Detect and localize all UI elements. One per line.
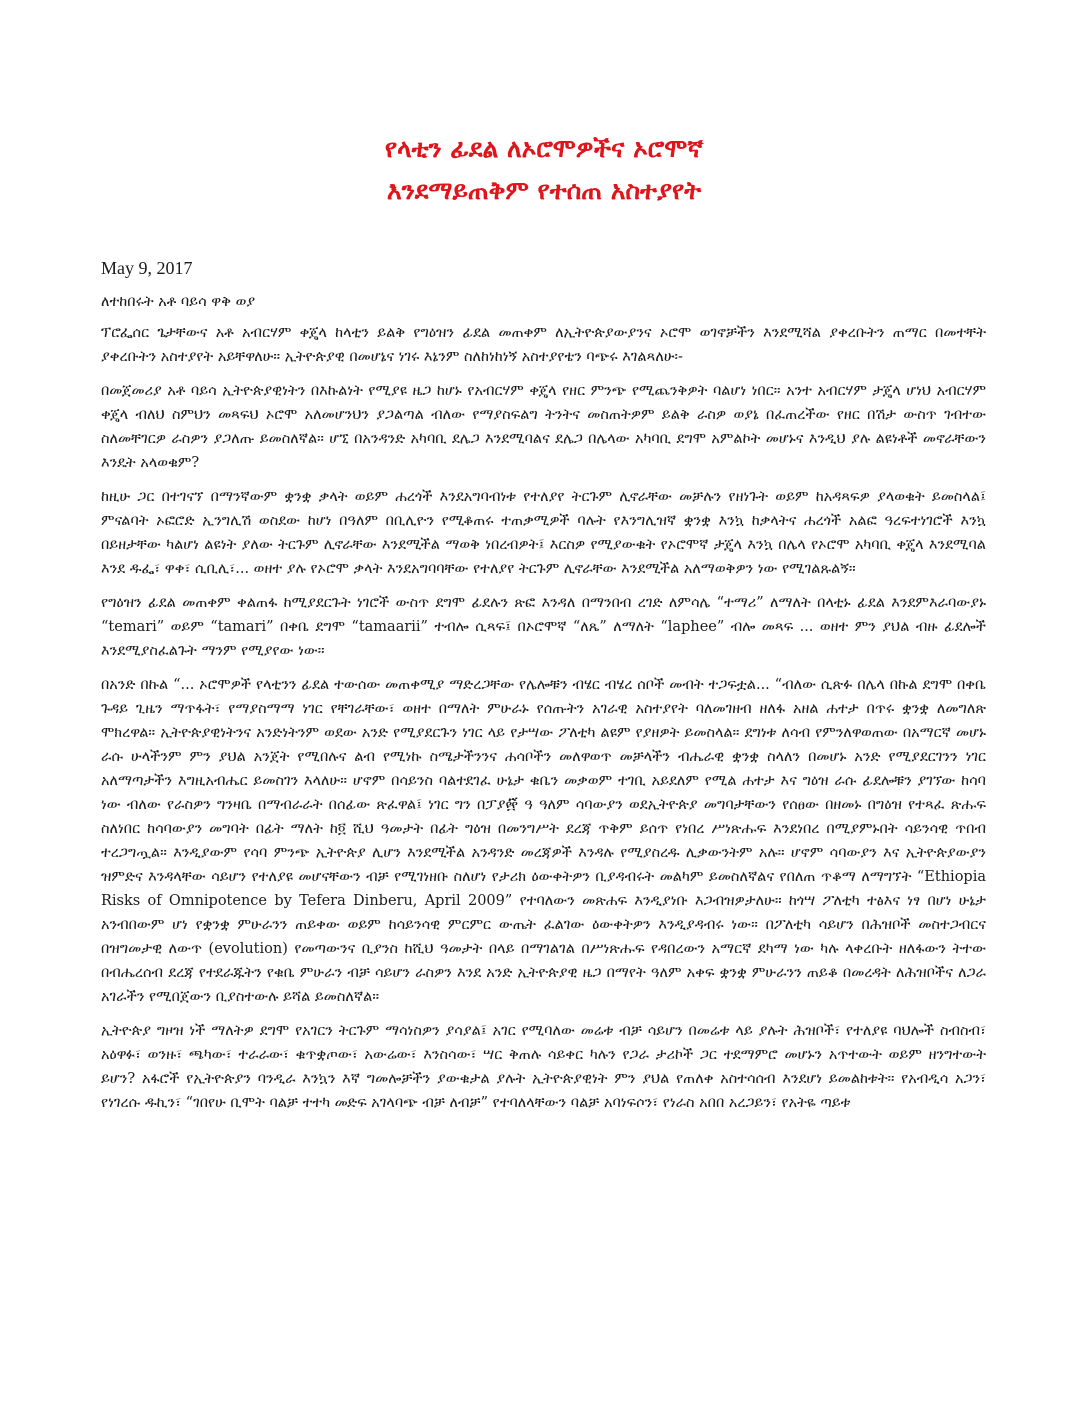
body-paragraph-1: ፕሮፌሰር ጌታቸውና አቶ አብርሃም ቀጄላ ከላቲን ይልቅ የግዕዝን ፊደል መጠቀም ለኢትዮጵያውያንና ኦሮሞ ወገኖቻችን እንደሚሻል ያቀረቡትን ጠማር በመተቸት ያቀረቡትን አስተያየት አይቸዋለሁ። ኢትዮጵያዊ በመሆኔና ነገሩ እኔንም ስለከነከነኝ አስተያየቴን ባጭሩ እገልጻለሁ፡- bbox=[101, 325, 986, 365]
body-paragraph-5: በአንድ በኩል “... ኦሮሞዎች የላቲንን ፊደል ተውሰው መጠቀሚያ ማድረጋቸው የሌሎቹን ብሄር ብሄረ ሰቦች መብት ተጋፍቷል... “ብለው ሲጽፉ በሌላ በኩል ደግሞ በቀቤ ጉዳይ ጊዜን ማጥፋት፣ የማያስማማ ነገር የቸገራቸው፣ ወዘተ በማለት ምሁራኑ የሰጡትን አገራዊ አስተያየት ባለመገዘብ ዘለፋ አዘል ሐተታ በጥሩ ቋንቋ ለመግለጽ ሞክረዋል። ኢትዮጵያዊነትንና አንድነትንም ወደው አንድ የሚያደርጉን ነገር ላይ የታሣው ፖለቲካ ልዩም የያዘዎት ይመስላል። ደግነቱ ለሳብ የምንለዋወጠው በአማርኛ መሆኑ ራሱ ሁላችንም ምን ያህል አንጀት የሚበሉና ልብ የሚነኩ ስሜታችንንና ሐሳቦችን መለዋወጥ መቻላችን ብሔራዊ ቋንቋ ስላለን በመሆኑ አንድ የሚያደርገንን ነገር አለማጣታችን እግዚአብሔር ይመስገን እላለሁ። ሆኖም በሳይንስ ባልተደገፈ ሁኔታ ቁቤን መቃወም ተገቢ አይደለም የሚል ሐተታ እና ግዕዝ ራሱ ፊደሎቹን ያገኘው ከሳባ ነው ብለው የራስዎን ግንዛቤ በማብራራት በሰፊው ጽፈዋል፤ ነገር ግን በፓያ፼፝ ዓ ዓለም ሳባውያን ወደኢትዮጵያ መግባታቸውን የሰፀው በዘመኑ በግዕዝ የተጻፈ ጽሑፍ ስለነበር ከሳባውያን መግባት በፊት ማለት ከ፬ ሺህ ዓመታት በፊት ግዕዝ በመንግሥት ደረጃ ጥቅም ይሰጥ የነበረ ሥነጽሑፍ እንደነበረ በሚያምኑበት ሳይንሳዊ ጥበብ ተረጋግጧል። እንዲያውም የሳባ ምንጭ ኢትዮጵያ ሊሆን እንደሚችል አንዳንድ መረጃዎች እንዳሉ የሚያስረዱ ሊቃውንትም አሉ። ሆኖም ሳባውያን እና ኢትዮጵያውያን ዝምድና እንዳላቸው ሳይሆን የተለያዩ መሆናቸውን ብቻ የሚገነዘቡ ስለሆነ የታሪክ ዕውቀትዎን ቢያዳብሩት መልካም ይመስለኛልና የበለጠ ጥቆማ ለማግኘት “Ethiopia Risks of Omnipotence by Tefera Dinberu, April 2009” የተባለውን መጽሐፍ እንዲያነቡ እጋብዝዎታለሁ። ከጎሣ ፖለቲካ ተፅእና ነፃ በሆነ ሁኔታ አንብበውም ሆነ የቋንቋ ምሁራንን ጠይቀው ወይም ከሳይንሳዊ ምርምር ውጤት ፈልገው ዕውቀትዎን እንዲያዳብሩ ነው። በፖለቲካ ሳይሆን በሕዝቦች መስተጋብርና በዝግመታዊ ለውጥ (evolution) የመጣውንና ቢያንስ ከሺህ ዓመታት በላይ በማገልገል በሥነጽሑፍ የዳበረውን አማርኛ ደካማ ነው ካሉ ላቀረቡት ዘለፋውን ትተው በብሔረሰብ ደረጃ የተደራጁትን የቁቤ ምሁራን ብቻ ሳይሆን ራስዎን እንደ አንድ ኢትዮጵያዊ ዜጋ በማየት ዓለም አቀፍ ቋንቋ ምሁራንን ጠይቆ በመረዳት ለሕዝቦችና ለጋራ አገራችን የሚበጀውን ቢያስተውሉ ይሻል ይመስለኛል። bbox=[101, 677, 986, 1005]
document-title-line-1: የላቲን ፊደል ለኦሮሞዎችና ኦሮሞኛ bbox=[384, 134, 704, 163]
body-paragraph-2: በመጀመሪያ አቶ ባይሳ ኢትዮጵያዊነትን በእኩልነት የሚያዩ ዜጋ ከሆኑ የአብርሃም ቀጄላ የዘር ምንጭ የሚጨንቅዎት ባልሆነ ነበር። አንተ አብርሃም ታጄላ ሆነህ አብርሃም ቀጄላ ብለህ ስምህን መጻፍህ ኦሮሞ አለመሆንህን ያጋልጣል ብለው የማያስፍልግ ትንትና መስጠትዎም ይልቅ ራስዎ ወያኔ በፈጠረችው የዘር በሽታ ውስጥ ገብተው ስለመቸገርዎ ራስዎን ያጋለጡ ይመስለኛል። ሆኚ በአንዳንድ አካባቢ ደሌጋ እንደሚባልና ደሌጋ በሌላው አካባቢ ደግሞ አምልኮት መሆኑና እንዲህ ያሉ ልዩነቶች መኖራቸውን እንዴት አላወቁም? bbox=[101, 383, 986, 471]
body-paragraph-4: የግዕዝን ፊደል መጠቀም ቀልጠፋ ከሚያደርጉት ነገሮች ውስጥ ደግሞ ፊደሉን ጽፎ እንዳለ በማንበብ ረገድ ለምሳሌ “ተማሪ” ለማለት በላቲኑ ፊደል እንደምእራባውያኑ “temari” ወይም “tamari” በቀቤ ደግሞ “tamaarii” ተብሎ ሲጻፍ፤ በኦሮሞኛ “ለጼ” ለማለት “laphee” ብሎ መጻፍ ... ወዘተ ምን ያህል ብዙ ፊደሎች እንደሚያስፈልጉት ማንም የሚያየው ነው። bbox=[101, 595, 986, 659]
body-paragraph-6: ኢትዮጵያ ግዞዝ ነች ማለትዎ ደግሞ የአገርን ትርጉም ማሳነስዎን ያሳያል፤ አገር የሚባለው መሬቱ ብቻ ሳይሆን በመሬቱ ላይ ያሉት ሕዝቦች፣ የተለያዩ ባህሎች ስብስብ፣ አዕዋፉ፣ ወንዙ፣ ጫካው፣ ተራራው፣ ቁጥቋጦው፣ አውሬው፣ እንስሳው፣ ሣር ቅጠሉ ሳይቀር ካሉን የጋራ ታሪኮች ጋር ተደማምሮ መሆኑን አጥተውት ወይም ዘንግተውት ይሆን? አፋሮች የኢትዮጵያን ባንዲራ እንኳን እኛ ግመሎቻችን ያውቁታል ያሉት ኢትዮጵያዊነት ምን ያህል የጠለቀ አስተሳሰብ እንደሆነ ይመልከቱት። የአብዲሳ አጋን፣ የነገረሱ ዱኪን፣ “ገበየሁ ቢሞት ባልቻ ተተካ መድፍ አገላባጭ ብቻ ለብቻ” የተባለላቸውን ባልቻ አባነፍሶን፣ የነራስ አበበ አረጋይን፣ የአትዬ ጣይቱ bbox=[101, 1023, 986, 1111]
body-paragraph-3: ከዚሁ ጋር በተገናኘ በማንኛውም ቋንቋ ቃላት ወይም ሐረጎች እንደአግባብነቱ የተለያየ ትርጉም ሊኖራቸው መቻሉን የዘነጉት ወይም ከአዳጻፍዎ ያላወቁት ይመስላል፤ ምናልባት ኦፎሮድ ኢንግሊሽ ወስደው ከሆነ በዓለም በቢሊዮን የሚቆጠሩ ተጠቃሚዎች ባሉት የእንግሊዝኛ ቋንቋ እንኳ ከቃላትና ሐረጎች አልፎ ዓረፍተነገሮች እንኳ በይዘታቸው ካልሆነ ልዩነት ያለው ትርጉም ሊኖራቸው እንደሚችል ማወቅ ነበረብዎት፤ እርስዎ የሚያውቁት የኦሮሞኛ ታጄላ እንኳ በሌላ የኦሮሞ አካባቢ ቀጄላ እንደሚባል እንደ ዱፌ፣ ዋቀ፣ ሲቢሊ፣... ወዘተ ያሉ የኦሮሞ ቃላት እንደአግባባቸው የተለያየ ትርጉም ሊኖራቸው እንደሚችል አለማወቅዎን ነው የሚገልጹልኝ። bbox=[101, 489, 986, 577]
document-title-line-2: እንደማይጠቅም የተሰጠ አስተያየት bbox=[386, 176, 702, 205]
salutation: ለተከበሩት አቶ ባይሳ ዋቅ ወያ bbox=[101, 294, 256, 310]
document-body bbox=[101, 321, 986, 1125]
document-date: May 9, 2017 bbox=[101, 258, 193, 278]
